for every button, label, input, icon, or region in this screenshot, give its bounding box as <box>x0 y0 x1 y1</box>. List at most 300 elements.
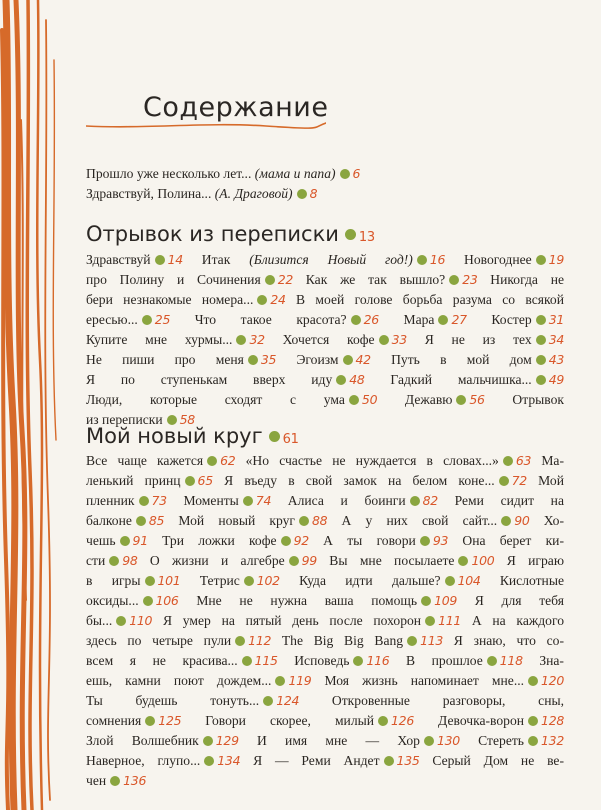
section-entries <box>86 250 564 430</box>
toc-entry[interactable] <box>425 332 564 347</box>
bullet-dot-icon <box>345 229 356 240</box>
toc-entry[interactable] <box>253 753 419 768</box>
page-number: 22 <box>277 272 294 287</box>
toc-line <box>86 771 564 791</box>
page-number: 19 <box>548 252 564 267</box>
bullet-dot-icon <box>116 616 126 626</box>
entry-title: Она берет ки- <box>462 533 564 548</box>
toc-entry[interactable] <box>464 252 564 267</box>
title-underline <box>86 118 326 132</box>
toc-line <box>86 290 564 310</box>
toc-entry[interactable] <box>323 533 448 548</box>
toc-entry[interactable] <box>283 332 407 347</box>
toc-entry[interactable] <box>224 473 527 488</box>
toc-entry[interactable] <box>86 453 235 468</box>
toc-entry[interactable] <box>86 753 240 768</box>
entry-title: Я умер на пятый день после похорон <box>162 613 422 628</box>
entry-title: Злой Волшебник <box>86 733 199 748</box>
toc-entry[interactable] <box>86 252 183 267</box>
page-number: 104 <box>457 573 481 588</box>
entry-title: Я не из тех <box>424 332 532 347</box>
page-number: 24 <box>270 292 286 307</box>
page-number: 118 <box>499 653 523 668</box>
page-number: 115 <box>254 653 278 668</box>
toc-line <box>86 611 564 631</box>
toc-entry[interactable] <box>86 733 239 748</box>
entry-title: Не пиши про меня <box>86 352 244 367</box>
bullet-dot-icon <box>449 275 459 285</box>
entry-title: Тетрис <box>199 573 240 588</box>
bullet-dot-icon <box>235 636 245 646</box>
bullet-dot-icon <box>269 431 280 442</box>
entry-title: про Полину и Сочинения <box>86 272 261 287</box>
bullet-dot-icon <box>501 516 511 526</box>
entry-title: Мой новый круг <box>178 513 296 528</box>
entry-title: чешь <box>86 533 116 548</box>
page-title: Содержание <box>143 92 329 123</box>
bullet-dot-icon <box>424 736 434 746</box>
page-number: 129 <box>215 733 239 748</box>
page-number: 93 <box>432 533 449 548</box>
bullet-dot-icon <box>536 355 546 365</box>
page-number: 50 <box>361 392 378 407</box>
toc-entry[interactable] <box>86 352 276 367</box>
toc-entry[interactable] <box>438 713 564 728</box>
entry-title: А на каждого <box>471 613 564 628</box>
page-number: 42 <box>355 352 371 367</box>
toc-entry[interactable] <box>196 593 457 608</box>
bullet-dot-icon <box>340 169 350 179</box>
toc-line <box>86 651 564 671</box>
page-number: 91 <box>132 533 148 548</box>
entry-title: сомнения <box>86 713 142 728</box>
page-number: 106 <box>155 593 179 608</box>
entry-title: Отрывок <box>512 392 564 407</box>
bullet-dot-icon <box>458 556 468 566</box>
bullet-dot-icon <box>248 355 258 365</box>
page-number: 85 <box>148 513 165 528</box>
toc-entry[interactable] <box>342 513 530 528</box>
entry-title: Реми сидит на <box>454 493 564 508</box>
entry-title: Откровенные разговоры, сны, <box>331 693 564 708</box>
entry-title: Все чаще кажется <box>86 453 204 468</box>
toc-entry[interactable] <box>246 453 532 468</box>
toc-line <box>86 531 564 551</box>
bullet-dot-icon <box>289 556 299 566</box>
entry-title: Я въеду в свой замок на белом коне... <box>224 473 495 488</box>
page-number: 90 <box>514 513 530 528</box>
bullet-dot-icon <box>207 456 217 466</box>
bullet-dot-icon <box>536 315 546 325</box>
page-number: 88 <box>312 513 328 528</box>
toc-entry[interactable] <box>500 573 564 588</box>
entry-title: Мара <box>403 312 435 327</box>
toc-entry[interactable] <box>86 693 299 708</box>
toc-line <box>86 631 564 651</box>
toc-entry[interactable] <box>478 733 564 748</box>
entry-title: всем я не красива... <box>86 653 238 668</box>
page-number: 33 <box>391 332 407 347</box>
bullet-dot-icon <box>499 476 509 486</box>
bullet-dot-icon <box>536 255 546 265</box>
bullet-dot-icon <box>109 556 119 566</box>
toc-line <box>86 451 564 471</box>
entry-title: Мне не нужна ваша помощь <box>196 593 418 608</box>
page-number: 74 <box>255 493 272 508</box>
toc-entry[interactable] <box>462 533 564 548</box>
bullet-dot-icon <box>139 496 149 506</box>
toc-line <box>86 370 564 390</box>
entry-title: балконе <box>86 513 132 528</box>
bullet-dot-icon <box>275 676 285 686</box>
entry-title: в игры <box>86 573 141 588</box>
page-number: 130 <box>436 733 460 748</box>
page-number: 102 <box>256 573 280 588</box>
bullet-dot-icon <box>528 716 538 726</box>
entry-title: Гадкий мальчишка... <box>390 372 532 387</box>
toc-entry[interactable] <box>538 473 564 488</box>
bullet-dot-icon <box>379 335 389 345</box>
toc-line <box>86 471 564 491</box>
page-number: 112 <box>248 633 272 648</box>
toc-line <box>86 691 564 711</box>
toc-entry[interactable] <box>200 573 280 588</box>
bullet-dot-icon <box>143 596 153 606</box>
entry-title: Говори скорее, милый <box>205 713 375 728</box>
bullet-dot-icon <box>136 516 146 526</box>
toc-entry[interactable] <box>150 553 317 568</box>
toc-line <box>86 551 564 571</box>
toc-entry[interactable] <box>475 593 564 608</box>
page-number: 31 <box>548 312 564 327</box>
entry-title: Дежавю <box>404 392 453 407</box>
toc-entry[interactable] <box>86 773 146 788</box>
bullet-dot-icon <box>145 716 155 726</box>
entry-title: Путь в мой дом <box>391 352 532 367</box>
bullet-dot-icon <box>257 295 267 305</box>
toc-entry[interactable] <box>86 392 377 407</box>
toc-entry[interactable] <box>490 272 564 287</box>
page-number: 23 <box>462 272 478 287</box>
toc-entry[interactable] <box>86 493 167 508</box>
page-number: 63 <box>515 453 532 468</box>
page-number: 72 <box>511 473 527 488</box>
toc-entry[interactable] <box>184 493 272 508</box>
entry-title: Ма- <box>541 453 564 468</box>
toc-entry[interactable] <box>403 312 466 327</box>
bullet-dot-icon <box>503 456 513 466</box>
entry-title: из переписки <box>86 412 163 427</box>
page-number: 110 <box>129 613 153 628</box>
toc-entry[interactable] <box>406 653 523 668</box>
entry-title: сти <box>86 553 106 568</box>
bullet-dot-icon <box>343 355 353 365</box>
toc-line <box>86 330 564 350</box>
entry-title: Как же так вышло? <box>305 272 446 287</box>
bullet-dot-icon <box>407 636 417 646</box>
toc-entry[interactable] <box>332 693 564 708</box>
entry-title: Зна- <box>539 653 564 668</box>
section-title: Отрывок из переписки 13 <box>86 222 375 246</box>
entry-title: Девочка-ворон <box>438 713 525 728</box>
bullet-dot-icon <box>336 375 346 385</box>
entry-title: Костер <box>491 312 532 327</box>
bullet-dot-icon <box>265 275 275 285</box>
page-number: 92 <box>293 533 309 548</box>
bullet-dot-icon <box>349 395 359 405</box>
entry-title: Купите мне хурмы... <box>86 332 233 347</box>
bullet-dot-icon <box>236 335 246 345</box>
entry-title: ешь, камни поют дождем... <box>86 673 272 688</box>
toc-entry[interactable] <box>195 312 379 327</box>
toc-entry[interactable] <box>294 653 389 668</box>
bullet-dot-icon <box>110 776 120 786</box>
bullet-dot-icon <box>244 576 254 586</box>
entry-title: Я по ступенькам вверх иду <box>86 372 333 387</box>
toc-entry[interactable] <box>391 352 564 367</box>
entry-title: Вы мне посылаете <box>329 553 455 568</box>
bullet-dot-icon <box>438 315 448 325</box>
toc-entry[interactable] <box>86 673 311 688</box>
bullet-dot-icon <box>410 496 420 506</box>
toc-entry[interactable] <box>299 573 480 588</box>
entry-title: The Big Big Bang <box>281 633 404 648</box>
toc-entry[interactable] <box>86 272 293 287</box>
toc-entry[interactable] <box>163 613 461 628</box>
toc-entry[interactable] <box>544 513 564 528</box>
entry-title: Что такое красота? <box>194 312 347 327</box>
page-number: 120 <box>541 673 564 688</box>
toc-entry[interactable] <box>296 352 370 367</box>
toc-entry[interactable] <box>541 453 564 468</box>
toc-entry[interactable] <box>539 653 564 668</box>
toc-entry[interactable] <box>288 493 438 508</box>
page-number: 26 <box>363 312 379 327</box>
toc-line <box>86 390 564 410</box>
bullet-dot-icon <box>417 255 427 265</box>
page-number: 136 <box>123 773 147 788</box>
page-number: 125 <box>158 713 182 728</box>
bullet-dot-icon <box>425 616 435 626</box>
entry-title: оксиды... <box>86 593 139 608</box>
page-number: 56 <box>469 392 485 407</box>
toc-entry[interactable] <box>306 272 478 287</box>
page-number: 101 <box>157 573 181 588</box>
entry-title: Ты будешь тонуть... <box>86 693 260 708</box>
entry-title: Моя жизнь напоминает мне... <box>324 673 525 688</box>
page-number: 25 <box>154 312 171 327</box>
toc-entry[interactable] <box>491 312 564 327</box>
entry-title: А ты говори <box>323 533 416 548</box>
entry-title: бери незнакомые номера... <box>86 292 254 307</box>
decorative-brush-strokes <box>0 0 70 810</box>
bullet-dot-icon <box>243 496 253 506</box>
toc-entry[interactable] <box>162 533 309 548</box>
entry-title: чен <box>86 773 107 788</box>
bullet-dot-icon <box>299 516 309 526</box>
entry-title: Я для тебя <box>474 593 565 608</box>
entry-title: Кислотные <box>499 573 565 588</box>
page-number: 113 <box>420 633 444 648</box>
toc-entry[interactable] <box>86 312 170 327</box>
bullet-dot-icon <box>297 189 307 199</box>
entry-title: Моменты <box>183 493 239 508</box>
toc-line <box>86 350 564 370</box>
toc-entry[interactable] <box>86 332 265 347</box>
entry-title: Эгоизм <box>296 352 339 367</box>
intro-entries <box>86 164 360 204</box>
bullet-dot-icon <box>384 756 394 766</box>
entry-title: Здравствуй <box>86 252 151 267</box>
page-number: 32 <box>249 332 265 347</box>
page-number: 124 <box>276 693 300 708</box>
page-number: 82 <box>422 493 438 508</box>
toc-entry[interactable] <box>325 673 564 688</box>
toc-entry[interactable] <box>86 533 148 548</box>
toc-entry[interactable] <box>455 493 564 508</box>
entry-title: здесь по четыре пули <box>86 633 232 648</box>
toc-entry[interactable] <box>257 733 460 748</box>
toc-entry[interactable] <box>512 392 564 407</box>
toc-line <box>86 270 564 290</box>
toc-entry[interactable] <box>86 372 365 387</box>
toc-entry[interactable] <box>86 573 180 588</box>
toc-entry[interactable] <box>472 613 564 628</box>
bullet-dot-icon <box>185 476 195 486</box>
toc-line <box>86 310 564 330</box>
intro-entry[interactable]: Прошло уже несколько лет... (мама и папа) 6 <box>86 166 361 181</box>
toc-entry[interactable] <box>282 633 443 648</box>
entry-title: Серый Дом не ве- <box>432 753 564 768</box>
entry-title: пленник <box>86 493 135 508</box>
page-number: 135 <box>396 753 420 768</box>
bullet-dot-icon <box>445 576 455 586</box>
entry-subtitle: (Близится Новый год!) <box>249 252 413 267</box>
toc-entry[interactable] <box>507 553 564 568</box>
bullet-dot-icon <box>536 375 546 385</box>
entry-title: Я — Реми Андет <box>253 753 380 768</box>
bullet-dot-icon <box>536 335 546 345</box>
page-number: 16 <box>429 252 446 267</box>
bullet-dot-icon <box>528 676 538 686</box>
entry-title: Люди, которые сходят с ума <box>86 392 345 407</box>
page-number: 27 <box>451 312 467 327</box>
toc-entry[interactable] <box>86 593 179 608</box>
toc-entry[interactable] <box>86 613 152 628</box>
bullet-dot-icon <box>420 536 430 546</box>
page-number: 62 <box>220 453 236 468</box>
toc-entry[interactable] <box>178 513 327 528</box>
toc-entry[interactable] <box>405 392 485 407</box>
entry-title: Никогда не <box>490 272 565 287</box>
section-entries <box>86 451 564 791</box>
bullet-dot-icon <box>378 716 388 726</box>
page-number: 14 <box>167 252 183 267</box>
entry-title: Хо- <box>543 513 564 528</box>
intro-entry[interactable]: Здравствуй, Полина... (А. Драговой) 8 <box>86 186 318 201</box>
bullet-dot-icon <box>155 255 165 265</box>
toc-entry[interactable] <box>86 513 164 528</box>
toc-entry[interactable] <box>86 553 138 568</box>
entry-title: В прошлое <box>406 653 483 668</box>
toc-entry[interactable] <box>202 252 445 267</box>
entry-title: Алиса и боинги <box>287 493 406 508</box>
page-number: 49 <box>548 372 565 387</box>
toc-line <box>86 511 564 531</box>
toc-entry[interactable] <box>86 713 181 728</box>
entry-title: Я играю <box>506 553 564 568</box>
entry-title: Стереть <box>478 733 525 748</box>
entry-title: И имя мне — Хор <box>256 733 420 748</box>
page-number: 65 <box>197 473 213 488</box>
entry-title: Новогоднее <box>464 252 532 267</box>
entry-title: А у них свой сайт... <box>341 513 498 528</box>
toc-line <box>86 591 564 611</box>
bullet-dot-icon <box>351 315 361 325</box>
entry-title: ленький принц <box>86 473 181 488</box>
entry-title: Куда идти дальше? <box>299 573 441 588</box>
toc-entry[interactable] <box>86 653 278 668</box>
toc-entry[interactable] <box>205 713 414 728</box>
toc-line <box>86 751 564 771</box>
bullet-dot-icon <box>353 656 363 666</box>
page-number: 100 <box>471 553 495 568</box>
entry-title: Мой <box>538 473 564 488</box>
bullet-dot-icon <box>421 596 431 606</box>
entry-title: бы... <box>86 613 113 628</box>
toc-entry[interactable] <box>86 473 213 488</box>
bullet-dot-icon <box>242 656 252 666</box>
page-number: 99 <box>301 553 317 568</box>
entry-title: «Но счастье не нуждается в словах...» <box>245 453 499 468</box>
toc-entry[interactable] <box>86 633 271 648</box>
entry-title: Три ложки кофе <box>162 533 277 548</box>
section-title: Мой новый круг 61 <box>86 424 299 448</box>
page-number: 116 <box>366 653 390 668</box>
toc-entry[interactable] <box>329 553 494 568</box>
bullet-dot-icon <box>456 395 466 405</box>
bullet-dot-icon <box>204 756 214 766</box>
entry-title: В моей голове борьба разума со всякой <box>296 292 564 307</box>
page-number: 128 <box>541 713 565 728</box>
entry-title: Хочется кофе <box>282 332 375 347</box>
entry-title: О жизни и алгебре <box>149 553 285 568</box>
page-number: 73 <box>151 493 167 508</box>
entry-title: Наверное, глупо... <box>86 753 201 768</box>
toc-line <box>86 250 564 270</box>
toc-entry[interactable] <box>454 633 564 648</box>
toc-entry[interactable] <box>390 372 564 387</box>
bullet-dot-icon <box>281 536 291 546</box>
bullet-dot-icon <box>487 656 497 666</box>
bullet-dot-icon <box>528 736 538 746</box>
toc-entry[interactable] <box>296 292 564 307</box>
page-number: 98 <box>122 553 138 568</box>
toc-entry[interactable] <box>86 292 286 307</box>
toc-line <box>86 711 564 731</box>
page-number: 48 <box>349 372 365 387</box>
page-number: 58 <box>179 412 195 427</box>
bullet-dot-icon <box>263 696 273 706</box>
page-number: 109 <box>434 593 458 608</box>
toc-entry[interactable] <box>432 753 564 768</box>
bullet-dot-icon <box>145 576 155 586</box>
bullet-dot-icon <box>120 536 130 546</box>
page-number: 43 <box>548 352 565 367</box>
entry-title: Итак <box>201 252 250 267</box>
bullet-dot-icon <box>203 736 213 746</box>
toc-line <box>86 571 564 591</box>
